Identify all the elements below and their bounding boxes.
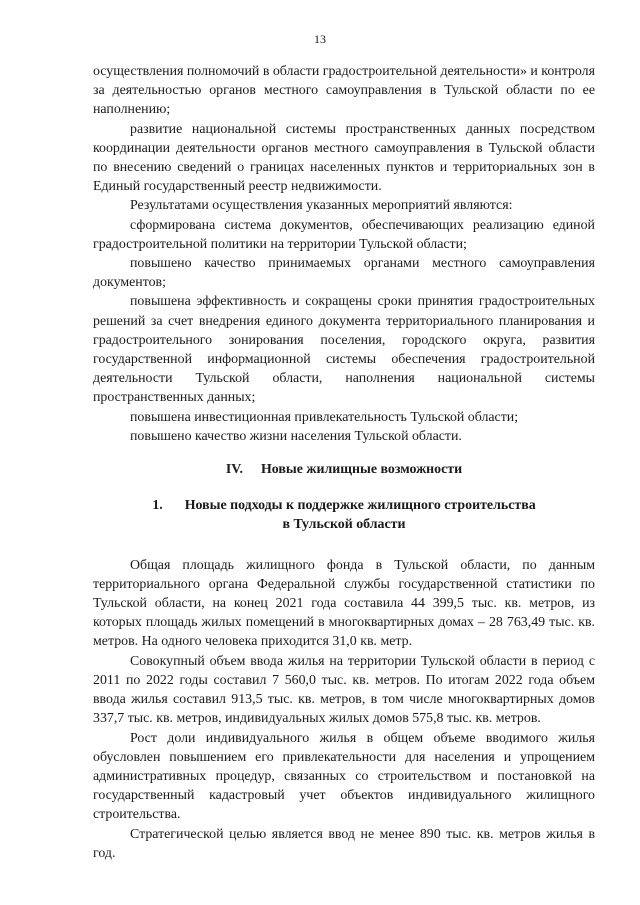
paragraph-individual-housing: Рост доли индивидуального жилья в общем объеме вводимого жилья обусловлен повышением его привлекательности для населения и упрощением административных процедур, связанных со строительством и постановкой на государственный кадастровый учет объектов индивидуального жилищного строительства. bbox=[93, 730, 595, 823]
subsection-title-line1: Новые подходы к поддержке жилищного строительства bbox=[184, 498, 536, 514]
paragraph-spatial-data: развитие национальной системы пространственных данных посредством координации деятельности органов местного самоуправления в Тульской области по внесению сведений о границах населенных пунктов и территориальных зон в Единый государственный реестр недвижимости. bbox=[93, 121, 595, 195]
paragraph-result-life-quality: повышено качество жизни населения Тульской области. bbox=[130, 428, 462, 444]
paragraph-result-investment: повышена инвестиционная привлекательность Тульской области; bbox=[130, 409, 519, 425]
paragraph-housing-commissioning: Совокупный объем ввода жилья на территории Тульской области в период с 2011 по 2022 годы составил 7 560,0 тыс. кв. метров. По итогам 2022 года объем ввода жилья составил 913,5 тыс. кв. метров, в том числе многоквартирных домов 337,7 тыс. кв. метров, индивидуальных жилых домов 575,8 тыс. кв. метров. bbox=[93, 653, 595, 727]
paragraph-housing-stock: Общая площадь жилищного фонда в Тульской области, по данным территориального органа Федеральной службы государственной статистики по Тульской области, на конец 2021 года составила 44 399,5 тыс. кв. метров, из которых площадь жилых помещений в многоквартирных домах – 28 763,49 тыс. кв. метров. На одного человека приходится 31,0 кв. метр. bbox=[93, 557, 595, 650]
subsection-number: 1. bbox=[152, 498, 163, 514]
section-number: IV. bbox=[225, 462, 243, 478]
paragraph-result-documents-system: сформирована система документов, обеспечивающих реализацию единой градостроительной политики на территории Тульской области; bbox=[93, 217, 595, 252]
subsection-title-line2: в Тульской области bbox=[282, 517, 406, 533]
paragraph-continuation: осуществления полномочий в области градостроительной деятельности» и контроля за деятельностью органов местного самоуправления в Тульской области по ее наполнению; bbox=[93, 64, 595, 118]
page-content bbox=[93, 62, 595, 863]
subsection-heading bbox=[93, 496, 595, 534]
paragraph-results-intro: Результатами осуществления указанных мероприятий являются: bbox=[130, 198, 513, 214]
page-number: 13 bbox=[314, 32, 326, 46]
section-heading bbox=[93, 460, 595, 479]
paragraph-result-efficiency: повышена эффективность и сокращены сроки принятия градостроительных решений за счет внедрения единого документа территориального планирования и градостроительного зонирования поселения, городского округа, развития государственной информационной системы обеспечения градостроительной деятельности Тульской области, наполнения национальной системы пространственных данных; bbox=[93, 294, 595, 406]
paragraph-result-quality: повышено качество принимаемых органами местного самоуправления документов; bbox=[93, 256, 595, 291]
paragraph-strategic-goal: Стратегической целью является ввод не менее 890 тыс. кв. метров жилья в год. bbox=[93, 826, 595, 861]
section-title: Новые жилищные возможности bbox=[261, 462, 463, 478]
